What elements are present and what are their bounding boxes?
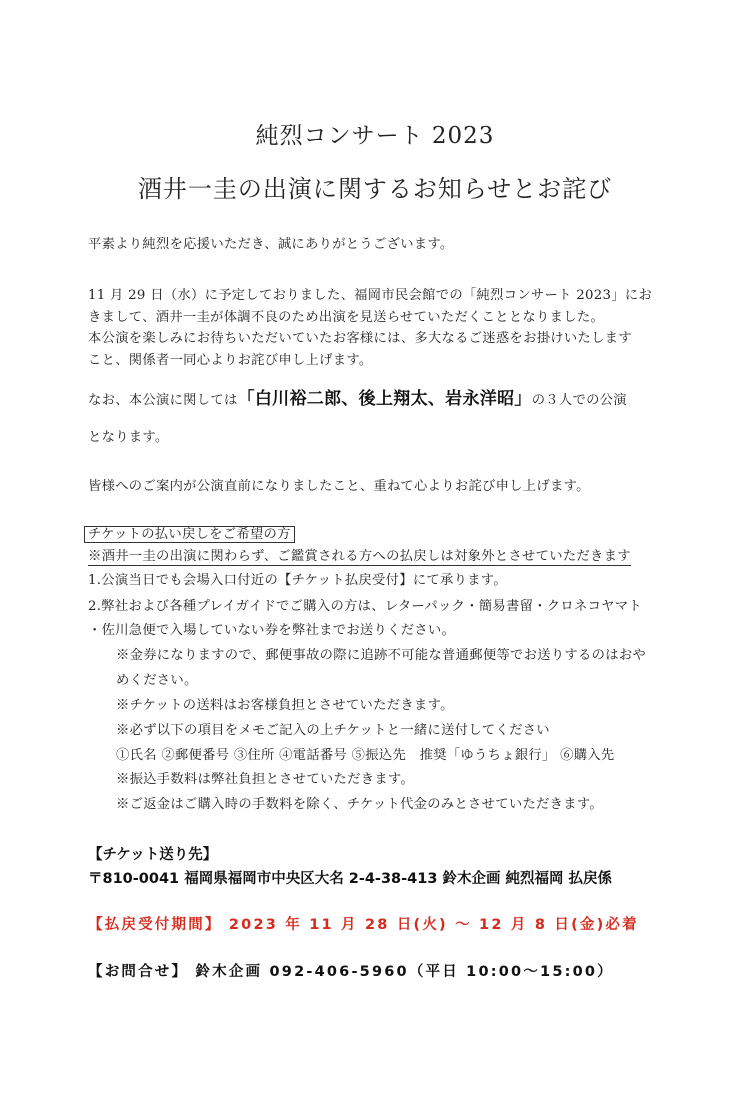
- refund-note: [88, 546, 631, 568]
- paragraph-1-line-4: こと、関係者一同心よりお詫び申し上げます。: [88, 353, 373, 368]
- paragraph-3: 皆様へのご案内が公演直前になりましたこと、重ねて心よりお詫び申し上げます。: [88, 479, 590, 494]
- contact-label: 【お問合せ】: [88, 964, 189, 980]
- paragraph-1-line-3: 本公演を楽しみにお待ちいただいていたお客様には、多大なるご迷惑をお掛けいたします: [88, 331, 632, 346]
- send-to-label: 【チケット送り先】: [88, 847, 218, 863]
- refund-note-text: ※酒井一圭の出演に関わらず、ご鑑賞される方への払戻しは対象外とさせていただきます: [88, 549, 631, 564]
- refund-item-1: 1.公演当日でも会場入口付近の【チケット払戻受付】にて承ります。: [88, 573, 507, 588]
- refund-note-item: ①氏名 ②郵便番号 ③住所 ④電話番号 ⑤振込先 推奨「ゆうちょ銀行」 ⑥購入先: [116, 748, 615, 763]
- paragraph-2: [88, 384, 627, 416]
- refund-note-item: めください。: [116, 673, 198, 688]
- refund-note-item: ※ご返金はご購入時の手数料を除く、チケット代金のみとさせていただきます。: [116, 797, 603, 812]
- paragraph-2-suffix: の３人での公演: [531, 393, 627, 408]
- paragraph-2-line-2: となります。: [88, 430, 169, 445]
- paragraph-1-line-1: 11 月 29 日（水）に予定しておりました、福岡市民会館での「純烈コンサート 2023」にお: [88, 288, 653, 303]
- contact: [88, 960, 614, 981]
- refund-period-label: 【払戻受付期間】: [88, 917, 222, 933]
- refund-item-2-line-2: ・佐川急便で入場していない券を弊社までお送りください。: [88, 623, 456, 638]
- refund-item-2-line-1: 2.弊社および各種プレイガイドでご購入の方は、レターパック・簡易書留・クロネコヤマト: [88, 599, 642, 614]
- refund-note-item: ※金券になりますので、郵便事故の際に追跡不可能な普通郵便等でお送りするのはおや: [116, 648, 647, 663]
- refund-heading: [84, 524, 295, 546]
- send-to-address: 〒810-0041 福岡県福岡市中央区大名 2-4-38-413 鈴木企画 純烈福岡 払戻係: [88, 871, 613, 887]
- contact-text: 鈴木企画 092-406-5960（平日 10:00～15:00）: [195, 964, 614, 980]
- refund-heading-label: チケットの払い戻しをご希望の方: [84, 526, 295, 543]
- performer-names: 「白川裕二郎、後上翔太、岩永洋昭」: [237, 389, 532, 409]
- refund-period: [88, 913, 639, 934]
- greeting: 平素より純烈を応援いただき、誠にありがとうございます。: [88, 237, 454, 252]
- refund-period-dates: 2023 年 11 月 28 日(火) ～ 12 月 8 日(金)必着: [228, 917, 639, 933]
- paragraph-1-line-2: きまして、酒井一圭が体調不良のため出演を見送らせていただくこととなりました。: [88, 310, 605, 325]
- page-subtitle: 酒井一圭の出演に関するお知らせとお詫び: [137, 175, 613, 203]
- paragraph-2-prefix: なお、本公演に関しては: [88, 393, 238, 408]
- page-title: 純烈コンサート 2023: [255, 123, 495, 149]
- refund-note-item: ※チケットの送料はお客様負担とさせていただきます。: [116, 698, 454, 713]
- refund-note-item: ※振込手数料は弊社負担とさせていただきます。: [116, 772, 415, 787]
- refund-note-item: ※必ず以下の項目をメモご記入の上チケットと一緒に送付してください: [116, 723, 550, 738]
